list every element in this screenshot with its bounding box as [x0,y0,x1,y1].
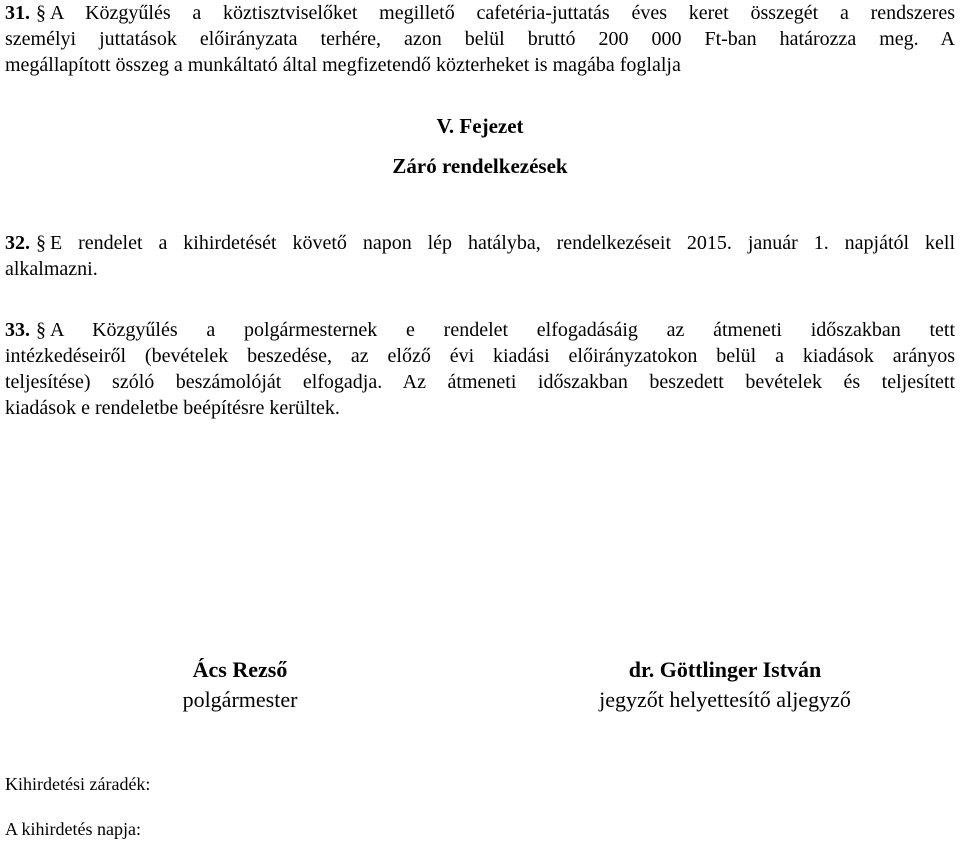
announcement-clause: Kihirdetési záradék: [5,774,151,794]
chapter-heading: V. Fejezet [436,114,524,138]
section-sign-icon: § [36,2,46,24]
signer-name: Ács Rezső [192,657,288,682]
paragraph-33-line-3: teljesítése) szóló beszámolóját elfogadja. Az átmeneti időszakban beszedett bevételek és teljesített [5,371,955,393]
section-sign-icon: § [36,232,46,254]
paragraph-33 [5,317,955,421]
paragraph-33-line-4: kiadások e rendeletbe beépítésre kerültek. [5,397,340,419]
signature-left [140,655,340,715]
paragraph-31-line-2: személyi juttatások előirányzata terhére, azon belül bruttó 200 000 Ft-ban határozza meg. A [5,28,955,50]
signature-right [555,655,895,715]
paragraph-32 [5,230,955,282]
paragraph-text: A Közgyűlés a polgármesternek e rendelet elfogadásáig az átmeneti időszakban tett [50,319,955,341]
paragraph-33-line-1 [5,317,955,343]
paragraph-31-line-1 [5,0,955,26]
announcement-date-label: A kihirdetés napja: [5,819,141,839]
paragraph-text: A Közgyűlés a köztisztviselőket megillető cafetéria-juttatás éves keret összegét a rendszeres [50,2,955,24]
paragraph-33-line-2: intézkedéseiről (bevételek beszedése, az előző évi kiadási előirányzatokon belül a kiadások arányos [5,345,955,367]
paragraph-number: 33. [5,319,30,341]
paragraph-32-line-2: alkalmazni. [5,258,98,280]
signer-role: polgármester [182,687,298,712]
paragraph-32-line-1 [5,230,955,256]
signer-role: jegyzőt helyettesítő aljegyző [599,687,851,712]
paragraph-31-line-3: megállapított összeg a munkáltató által megfizetendő közterheket is magába foglalja [5,54,681,76]
paragraph-31 [5,0,955,78]
section-sign-icon: § [36,319,46,341]
chapter-title: Záró rendelkezések [392,154,568,178]
paragraph-number: 32. [5,232,30,254]
paragraph-number: 31. [5,2,30,24]
paragraph-text: E rendelet a kihirdetését követő napon lép hatályba, rendelkezéseit 2015. január 1. napjától kell [50,232,955,254]
signer-name: dr. Göttlinger István [628,657,822,682]
